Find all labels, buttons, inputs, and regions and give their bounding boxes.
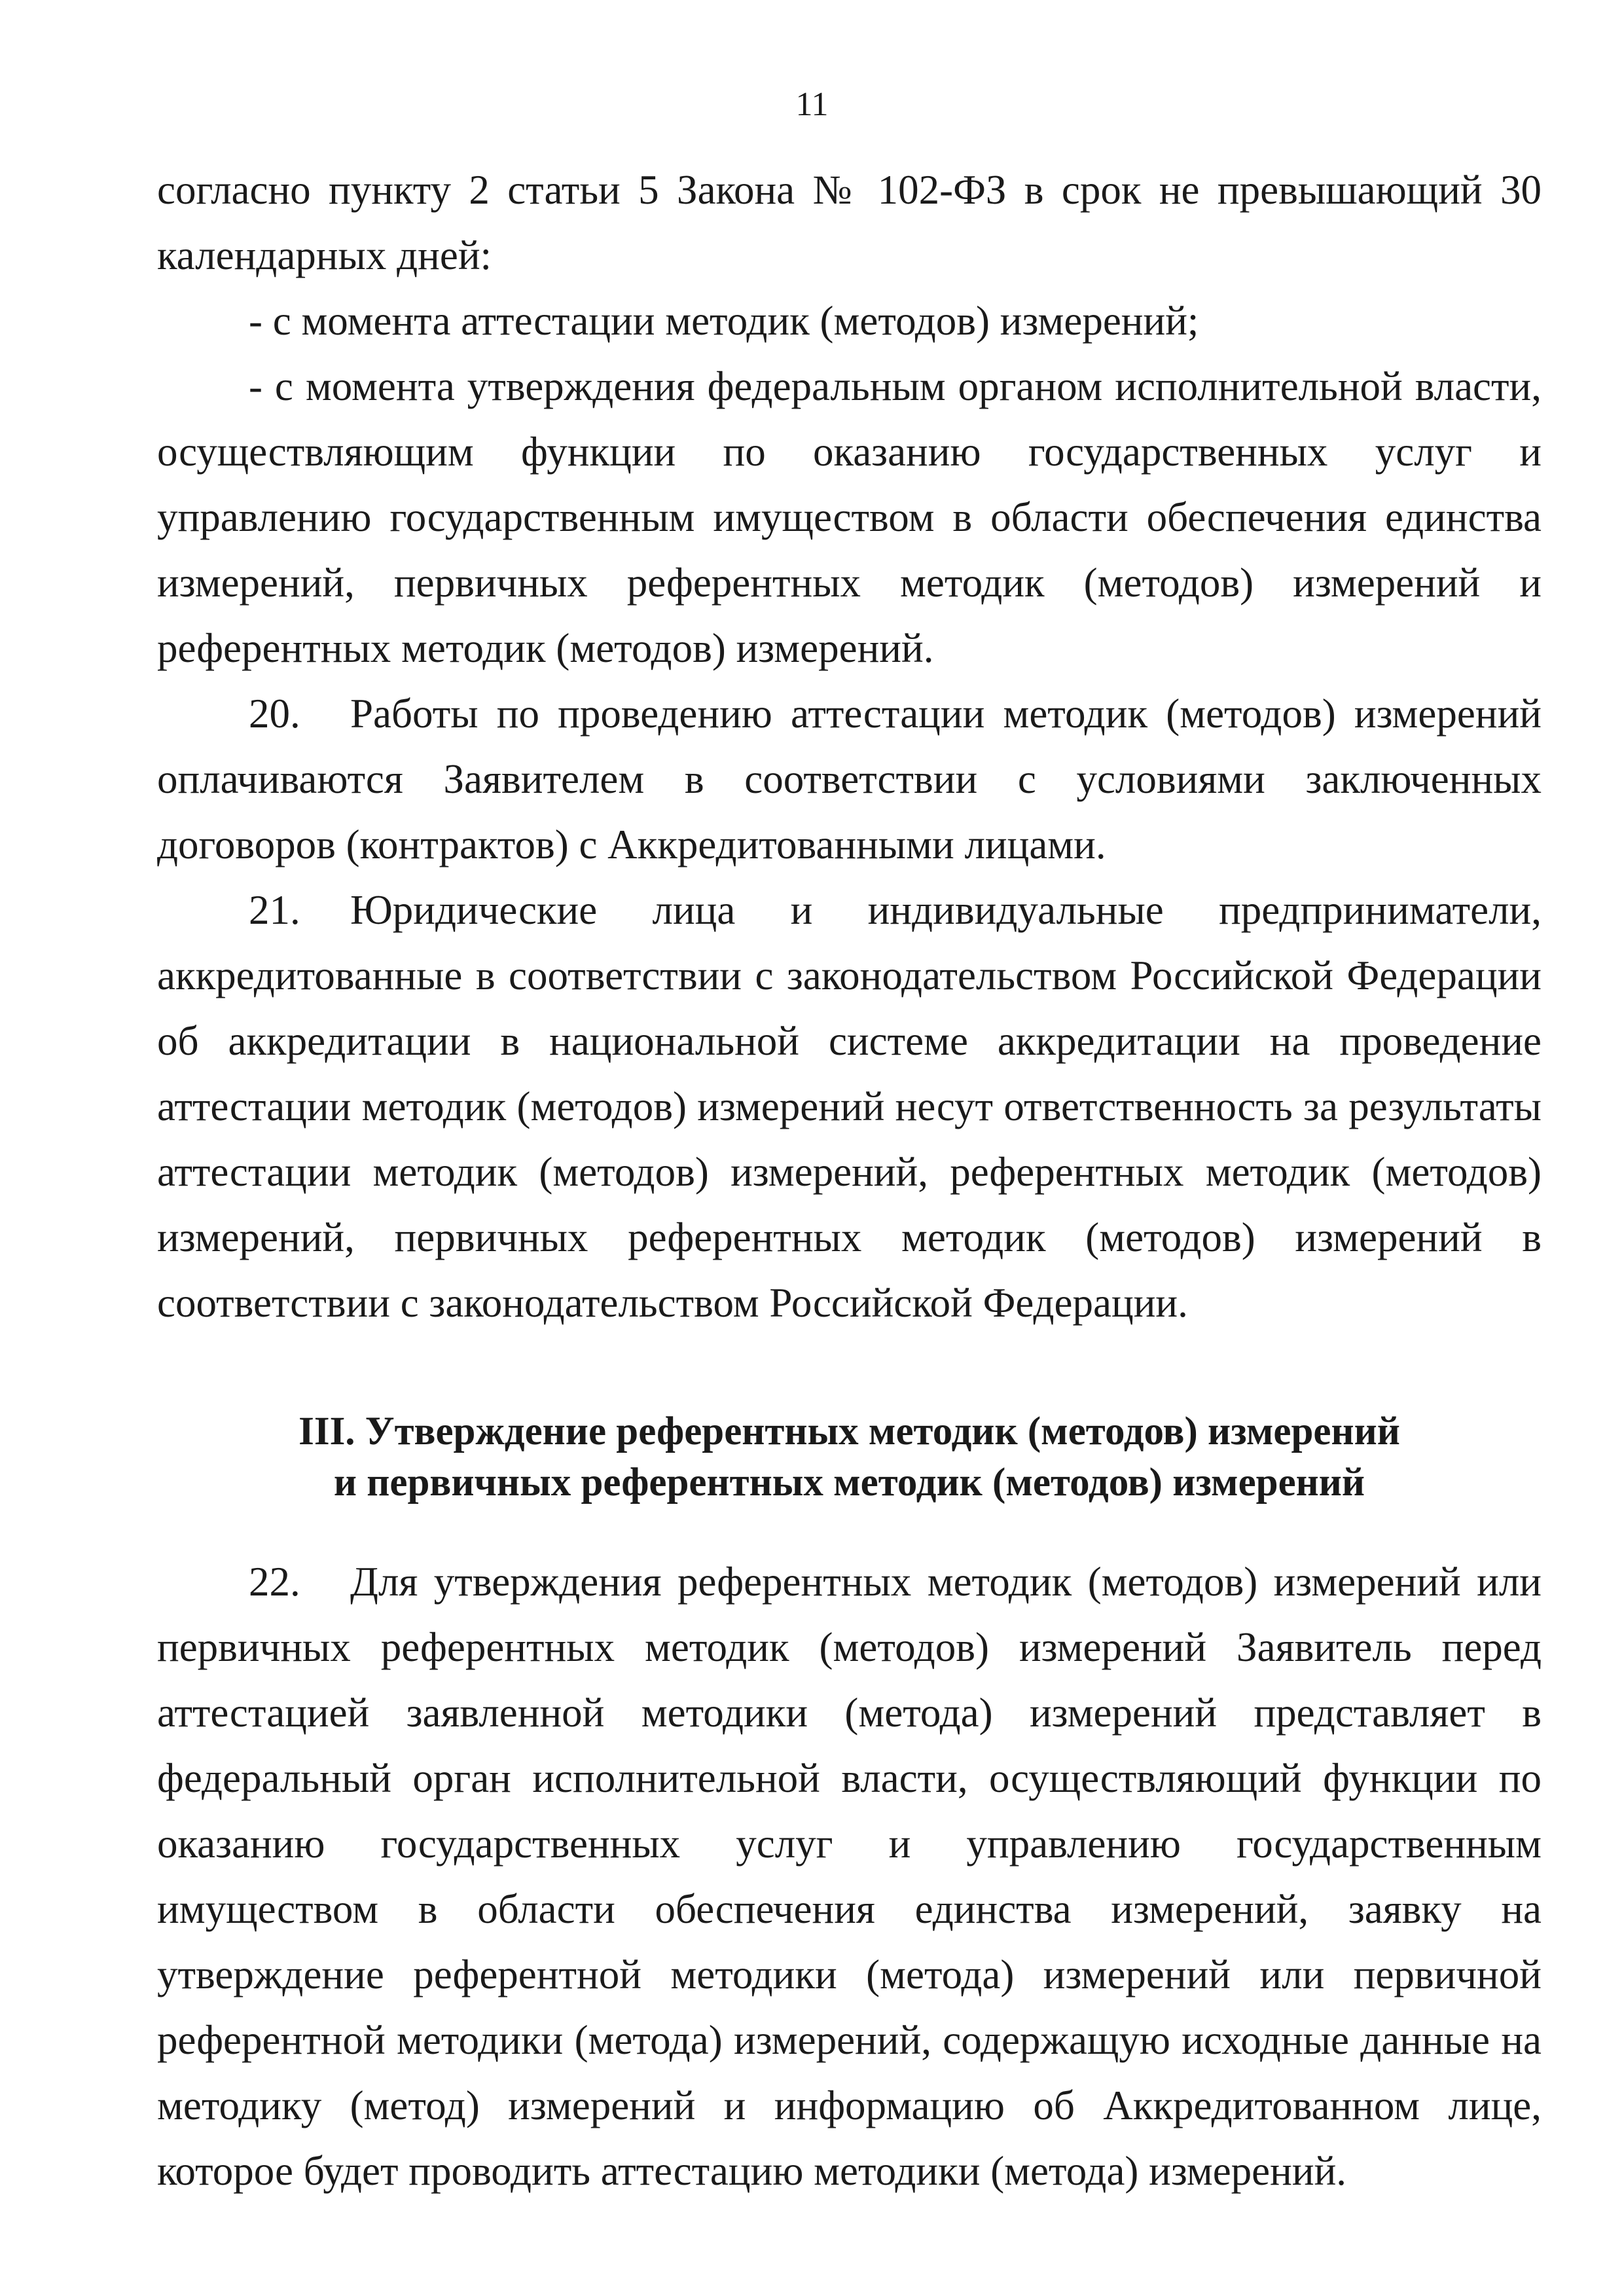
clause-21-text: Юридические лица и индивидуальные предприниматели, аккредитованные в соответствии с законодательством Российской Федерации об аккредитации в национальной системе аккредитации на проведение аттестации методик (методов) измерений несут ответственность за результаты аттестации методик (методов) измерений, референтных методик (методов) измерений, первичных референтных методик (методов) измерений в соответствии с законодательством Российской Федерации. (157, 887, 1542, 1326)
document-body (157, 157, 1542, 2204)
paragraph-continuation: согласно пункту 2 статьи 5 Закона № 102-ФЗ в срок не превышающий 30 календарных дней: (157, 167, 1542, 278)
clause-21-number: 21. (249, 887, 300, 933)
clause-22 (157, 1549, 1542, 2204)
section-heading (157, 1406, 1542, 1508)
clause-20 (157, 681, 1542, 877)
list-item-approval: - с момента утверждения федеральным органом исполнительной власти, осуществляющим функции по оказанию государственных услуг и управлению государственным имуществом в области обеспечения единства измерений, первичных референтных методик (методов) измерений и референтных методик (методов) измерений. (157, 363, 1542, 671)
list-item-attestation: - с момента аттестации методик (методов) измерений; (249, 298, 1199, 344)
clause-20-text: Работы по проведению аттестации методик (методов) измерений оплачиваются Заявителем в соответствии с условиями заключенных договоров (контрактов) с Аккредитованными лицами. (157, 691, 1542, 867)
section-heading-line-2: и первичных референтных методик (методов) измерений (333, 1461, 1365, 1504)
clause-20-number: 20. (249, 691, 300, 737)
page-number: 11 (795, 86, 829, 123)
clause-22-text: Для утверждения референтных методик (методов) измерений или первичных референтных методик (методов) измерений Заявитель перед аттестацией заявленной методики (метода) измерений представляет в федеральный орган исполнительной власти, осуществляющий функции по оказанию государственных услуг и управлению государственным имуществом в области обеспечения единства измерений, заявку на утверждение референтной методики (метода) измерений или первичной референтной методики (метода) измерений, содержащую исходные данные на методику (метод) измерений и информацию об Аккредитованном лице, которое будет проводить аттестацию методики (метода) измерений. (157, 1559, 1542, 2194)
section-heading-line-1: III. Утверждение референтных методик (методов) измерений (298, 1410, 1400, 1453)
clause-21 (157, 877, 1542, 1336)
clause-22-number: 22. (249, 1559, 300, 1605)
